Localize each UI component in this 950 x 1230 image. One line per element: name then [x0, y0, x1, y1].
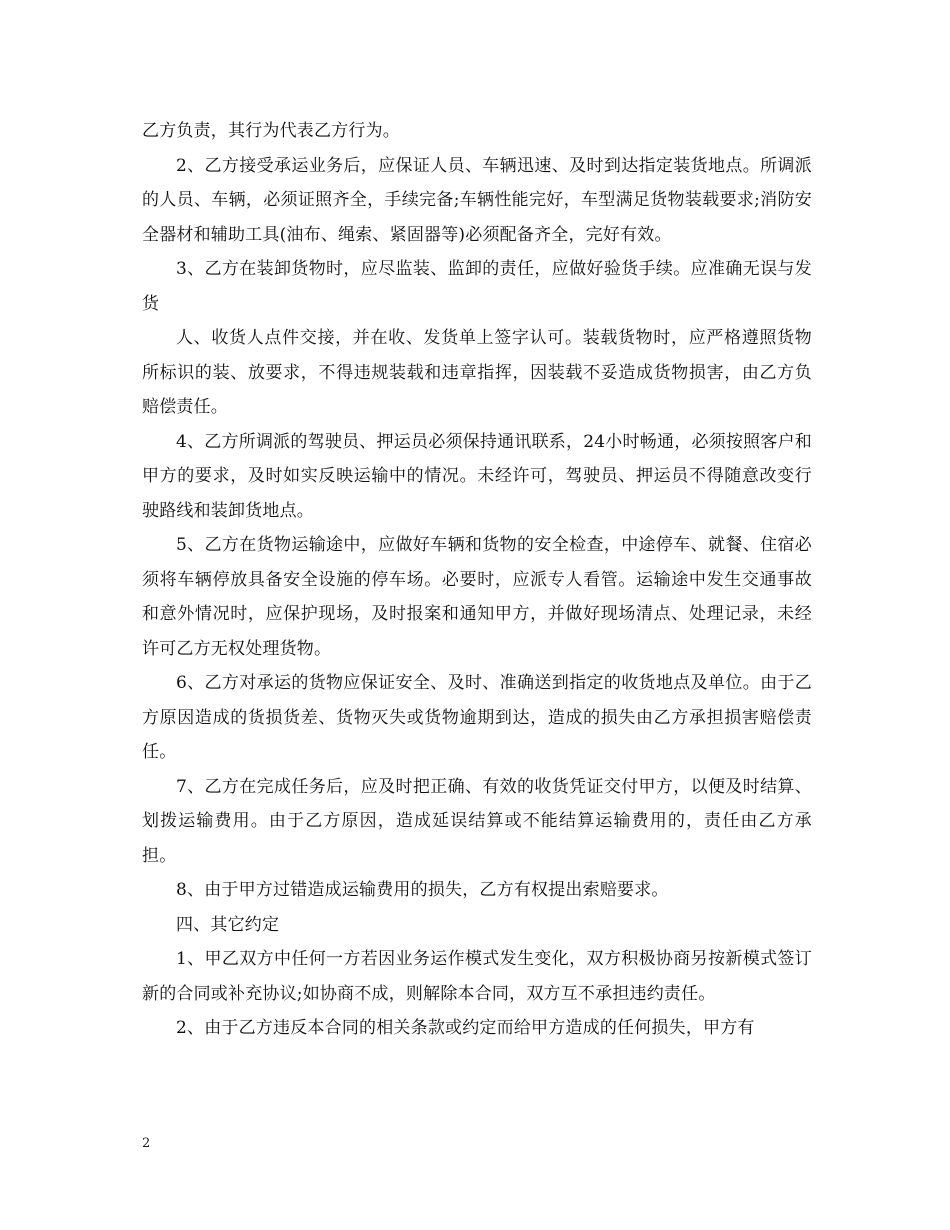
paragraph-12: 2、由于乙方违反本合同的相关条款或约定而给甲方造成的任何损失，甲方有 — [176, 1018, 755, 1038]
section-heading: 四、其它约定 — [176, 914, 280, 935]
paragraph-4: 人、收货人点件交接，并在收、发货单上签字认可。装载货物时，应严格遵照货物所标识的装、放要求，不得违规装载和违章指挥，因装载不妥造成货物损害，由乙方负赔偿责任。 — [142, 328, 812, 417]
paragraph-6: 5、乙方在货物运输途中，应做好车辆和货物的安全检查，中途停车、就餐、住宿必须将车辆停放具备安全设施的停车场。必要时，应派专人看管。运输途中发生交通事故和意外情况时，应保护现场，及时报案和通知甲方，并做好现场清点、处理记录，未经许可乙方无权处理货物。 — [142, 535, 812, 659]
paragraph-3: 3、乙方在装卸货物时，应尽监装、监卸的责任，应做好验货手续。应准确无误与发货 — [142, 259, 812, 314]
paragraph-11: 1、甲乙双方中任何一方若因业务运作模式发生变化，双方积极协商另按新模式签订新的合同或补充协议;如协商不成，则解除本合同，双方互不承担违约责任。 — [142, 949, 812, 1004]
paragraph-9: 8、由于甲方过错造成运输费用的损失，乙方有权提出索赔要求。 — [176, 880, 669, 900]
paragraph-8: 7、乙方在完成任务后，应及时把正确、有效的收货凭证交付甲方，以便及时结算、划拨运输费用。由于乙方原因，造成延误结算或不能结算运输费用的，责任由乙方承担。 — [142, 776, 812, 866]
page-number: 2 — [142, 1136, 151, 1151]
paragraph-1: 乙方负责，其行为代表乙方行为。 — [142, 121, 400, 141]
paragraph-2: 2、乙方接受承运业务后，应保证人员、车辆迅速、及时到达指定装货地点。所调派的人员、车辆，必须证照齐全，手续完备;车辆性能完好，车型满足货物装载要求;消防安全器材和辅助工具(油布、绳索、紧固器等)必须配备齐全，完好有效。 — [142, 155, 812, 245]
paragraph-7: 6、乙方对承运的货物应保证安全、及时、准确送到指定的收货地点及单位。由于乙方原因造成的货损货差、货物灭失或货物逾期到达，造成的损失由乙方承担损害赔偿责任。 — [142, 673, 812, 762]
document-body — [142, 114, 812, 1046]
paragraph-5: 4、乙方所调派的驾驶员、押运员必须保持通讯联系，24小时畅通，必须按照客户和甲方的要求，及时如实反映运输中的情况。未经许可，驾驶员、押运员不得随意改变行驶路线和装卸货地点。 — [142, 431, 812, 521]
